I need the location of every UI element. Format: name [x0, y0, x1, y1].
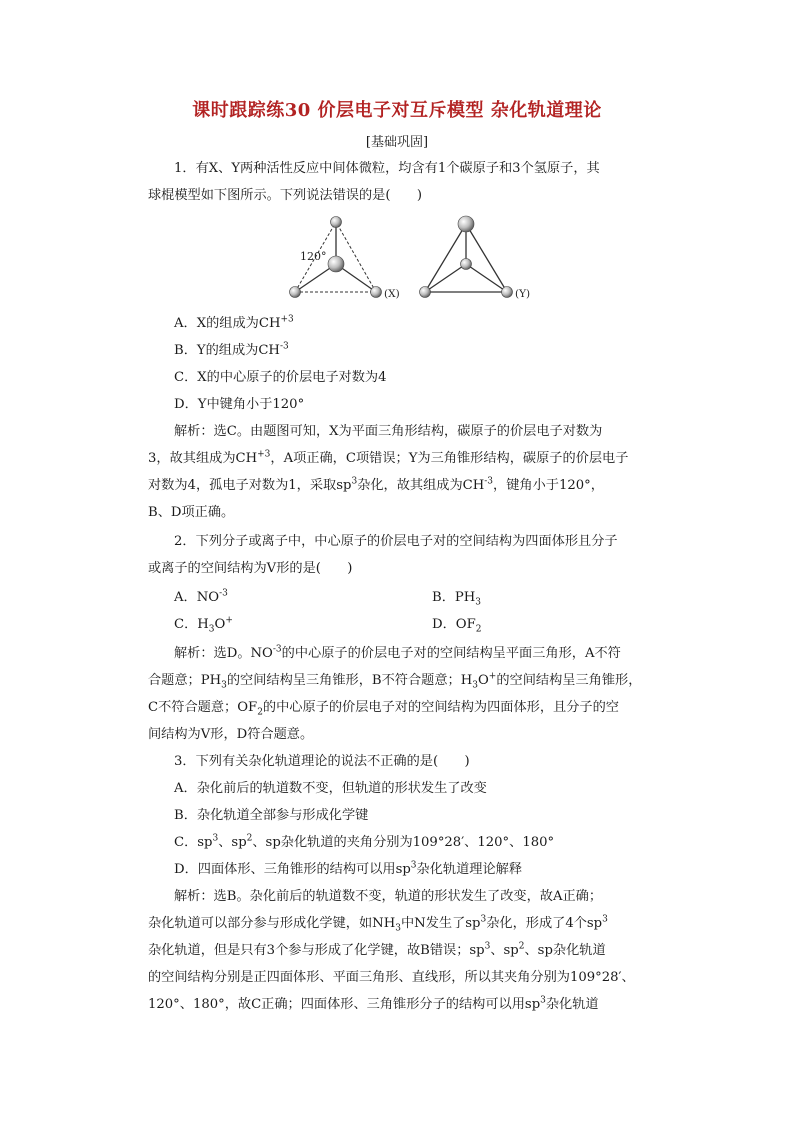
- page-title: 课时跟踪练30 价层电子对互斥模型 杂化轨道理论: [192, 100, 602, 121]
- angle-label: 120°: [300, 250, 327, 263]
- q1-explanation-line3: 对数为4，孤电子对数为1，采取$sp^3$杂化，故其组成为$CH^{-3}$，键角小于120°，: [148, 476, 604, 493]
- q1-stem-line1: 1．有X、Y两种活性反应中间体微粒，均含有1个碳原子和3个氢原子，其: [174, 161, 600, 176]
- q3-explanation-line3: 杂化轨道，但是只有3个参与形成了化学键，故B错误；$sp^3$、$sp^2$、sp杂化轨道: [148, 941, 606, 958]
- q3-explanation-line5: 120°、180°，故C正确；四面体形、三角锥形分子的结构可以用$sp^3$杂化轨道: [148, 995, 599, 1012]
- section-heading: [基础巩固]: [365, 135, 429, 150]
- q3-explanation-line1: 解析：选B。杂化前后的轨道数不变，轨道的形状发生了改变，故A正确；: [174, 889, 603, 904]
- q3-option-a: A．杂化前后的轨道数不变，但轨道的形状发生了改变: [174, 781, 487, 796]
- q3-explanation-line4: 的空间结构分别是正四面体形、平面三角形、直线形，所以其夹角分别为109°28′、: [148, 970, 635, 985]
- q3-option-b: B．杂化轨道全部参与形成化学键: [174, 808, 369, 823]
- model-y-label: (Y): [515, 288, 531, 300]
- ball-and-stick-figure: [280, 208, 540, 304]
- q2-option-b: B．$PH_3$: [432, 590, 481, 608]
- model-x-label: (X): [384, 288, 400, 300]
- q2-option-d: D．$OF_2$: [432, 617, 482, 635]
- q2-stem-line2: 或离子的空间结构为V形的是( ): [148, 561, 353, 576]
- q2-explanation-line1: 解析：选D。$NO^{-3}$的中心原子的价层电子对的空间结构呈平面三角形，A不符: [174, 644, 621, 661]
- q1-option-c: C．X的中心原子的价层电子对数为4: [174, 370, 387, 385]
- q2-option-c: C．$H_3O^+$: [174, 615, 233, 635]
- q2-explanation-line3: C不符合题意；$OF_2$的中心原子的价层电子对的空间结构为四面体形，且分子的空: [148, 700, 619, 718]
- q3-stem: 3．下列有关杂化轨道理论的说法不正确的是( ): [174, 754, 470, 769]
- q3-option-c: C．$sp^3$、$sp^2$、sp杂化轨道的夹角分别为109°28′、120°、180°: [174, 833, 555, 850]
- q3-explanation-line2: 杂化轨道可以部分参与形成化学键，如$NH_3$中N发生了$sp^3$杂化，形成了4个$sp^3$: [148, 914, 608, 934]
- q2-explanation-line4: 间结构为V形，D符合题意。: [148, 727, 314, 742]
- q2-explanation-line2: 合题意；$PH_3$的空间结构呈三角锥形，B不符合题意；$H_3O^+$的空间结构呈三角锥形，: [148, 671, 642, 691]
- q2-option-a: A．$NO^{-3}$: [174, 588, 228, 605]
- q1-stem-line2: 球棍模型如下图所示。下列说法错误的是( ): [148, 188, 423, 203]
- model-x: [290, 217, 400, 301]
- q1-option-d: D．Y中键角小于120°: [174, 397, 305, 412]
- model-y: [420, 216, 531, 300]
- q1-explanation-line2: 3，故其组成为$CH^{+3}$，A项正确，C项错误；Y为三角锥形结构，碳原子的价层电子: [148, 449, 629, 466]
- q1-option-a: A．X的组成为$CH^{+3}$: [174, 314, 294, 331]
- q1-explanation-line1: 解析：选C。由题图可知，X为平面三角形结构，碳原子的价层电子对数为: [174, 424, 603, 439]
- q2-stem-line1: 2．下列分子或离子中，中心原子的价层电子对的空间结构为四面体形且分子: [174, 534, 618, 549]
- q1-option-b: B．Y的组成为$CH^{-3}$: [174, 341, 289, 358]
- q1-explanation-line4: B、D项正确。: [148, 505, 235, 520]
- q3-option-d: D．四面体形、三角锥形的结构可以用$sp^3$杂化轨道理论解释: [174, 860, 523, 877]
